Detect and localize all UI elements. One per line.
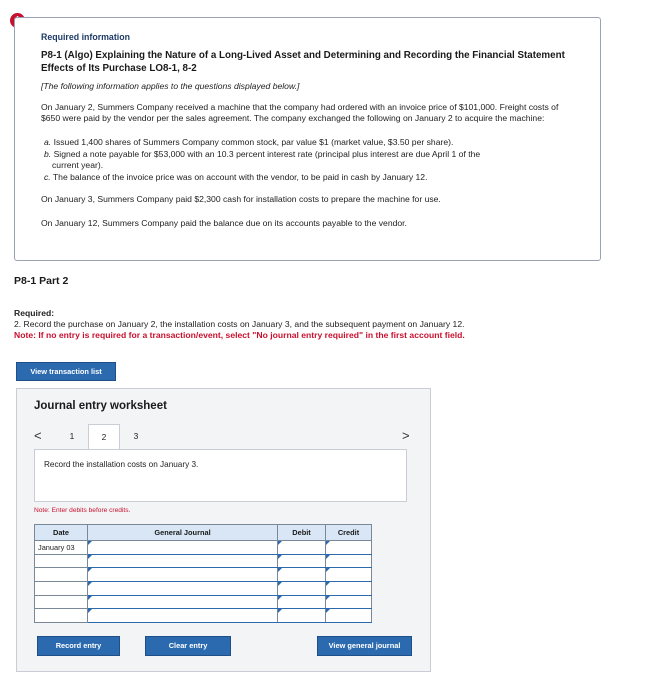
- problem-paragraph-3: On January 12, Summers Company paid the balance due on its accounts payable to the vendor.: [41, 218, 407, 228]
- required-note: Note: If no entry is required for a transaction/event, select "No journal entry required" in the first account field.: [14, 330, 465, 340]
- account-field[interactable]: [88, 609, 278, 623]
- credit-field[interactable]: [326, 554, 372, 568]
- tab-3[interactable]: 3: [133, 431, 139, 441]
- record-entry-button[interactable]: Record entry: [37, 636, 120, 656]
- table-row: [35, 554, 372, 568]
- credit-field[interactable]: [326, 568, 372, 582]
- debits-note: Note: Enter debits before credits.: [34, 507, 131, 514]
- problem-paragraph-2: On January 3, Summers Company paid $2,300 cash for installation costs to prepare the machine for use.: [41, 194, 441, 204]
- list-item: c. The balance of the invoice price was on account with the vendor, to be paid in cash by January 12.: [44, 172, 428, 182]
- chevron-left-icon[interactable]: <: [34, 428, 42, 443]
- credit-field[interactable]: [326, 595, 372, 609]
- account-field[interactable]: [88, 554, 278, 568]
- required-text: 2. Record the purchase on January 2, the installation costs on January 3, and the subsequent payment on January 12.: [14, 319, 465, 329]
- column-header-date: Date: [35, 525, 88, 541]
- debit-field[interactable]: [278, 582, 326, 596]
- credit-field[interactable]: [326, 541, 372, 555]
- account-field[interactable]: [88, 541, 278, 555]
- exchange-list: [44, 137, 574, 183]
- clear-entry-button[interactable]: Clear entry: [145, 636, 231, 656]
- debit-field[interactable]: [278, 609, 326, 623]
- problem-title: P8-1 (Algo) Explaining the Nature of a Long-Lived Asset and Determining and Recording the Financial Statement Effects of Its Purchase LO8-1, 8-2: [41, 50, 565, 74]
- date-cell: [35, 595, 88, 609]
- list-item: b. Signed a note payable for $53,000 with an 10.3 percent interest rate (principal plus interest are due April 1 of the current year).: [44, 149, 481, 170]
- table-row: [35, 568, 372, 582]
- part-title: P8-1 Part 2: [14, 275, 69, 287]
- column-header-debit: Debit: [278, 525, 326, 541]
- problem-paragraph-1: On January 2, Summers Company received a machine that the company had ordered with an invoice price of $101,000. Freight costs of $650 were paid by the vendor per the sales agreement. The company exchanged the following on January 2 to acquire the machine:: [41, 102, 559, 123]
- worksheet-pagination: [34, 424, 414, 450]
- account-field[interactable]: [88, 582, 278, 596]
- debit-field[interactable]: [278, 595, 326, 609]
- chevron-right-icon[interactable]: >: [402, 428, 410, 443]
- date-cell: [35, 609, 88, 623]
- date-cell: January 03: [35, 541, 88, 555]
- view-general-journal-button[interactable]: View general journal: [317, 636, 412, 656]
- worksheet-title: Journal entry worksheet: [34, 400, 167, 412]
- debit-field[interactable]: [278, 554, 326, 568]
- tab-1[interactable]: 1: [69, 431, 75, 441]
- date-cell: [35, 554, 88, 568]
- journal-table: [34, 524, 372, 623]
- required-label: Required:: [14, 308, 55, 318]
- credit-field[interactable]: [326, 582, 372, 596]
- table-row: [35, 609, 372, 623]
- journal-entry-worksheet: [16, 388, 431, 672]
- required-instructions: [14, 308, 644, 341]
- column-header-credit: Credit: [326, 525, 372, 541]
- instruction-box: [34, 449, 407, 502]
- column-header-general-journal: General Journal: [88, 525, 278, 541]
- credit-field[interactable]: [326, 609, 372, 623]
- required-information-label: Required information: [41, 32, 130, 42]
- tab-2[interactable]: 2: [88, 424, 120, 451]
- debit-field[interactable]: [278, 541, 326, 555]
- table-row: [35, 541, 372, 555]
- list-item: a. Issued 1,400 shares of Summers Company common stock, par value $1 (market value, $3.50 per share).: [44, 137, 454, 147]
- instruction-text: Record the installation costs on January 3.: [44, 460, 199, 469]
- applies-note: [The following information applies to the questions displayed below.]: [41, 81, 300, 91]
- table-row: [35, 595, 372, 609]
- table-row: [35, 582, 372, 596]
- account-field[interactable]: [88, 595, 278, 609]
- account-field[interactable]: [88, 568, 278, 582]
- debit-field[interactable]: [278, 568, 326, 582]
- date-cell: [35, 582, 88, 596]
- date-cell: [35, 568, 88, 582]
- view-transaction-list-button[interactable]: View transaction list: [16, 362, 116, 381]
- required-information-panel: [14, 17, 601, 261]
